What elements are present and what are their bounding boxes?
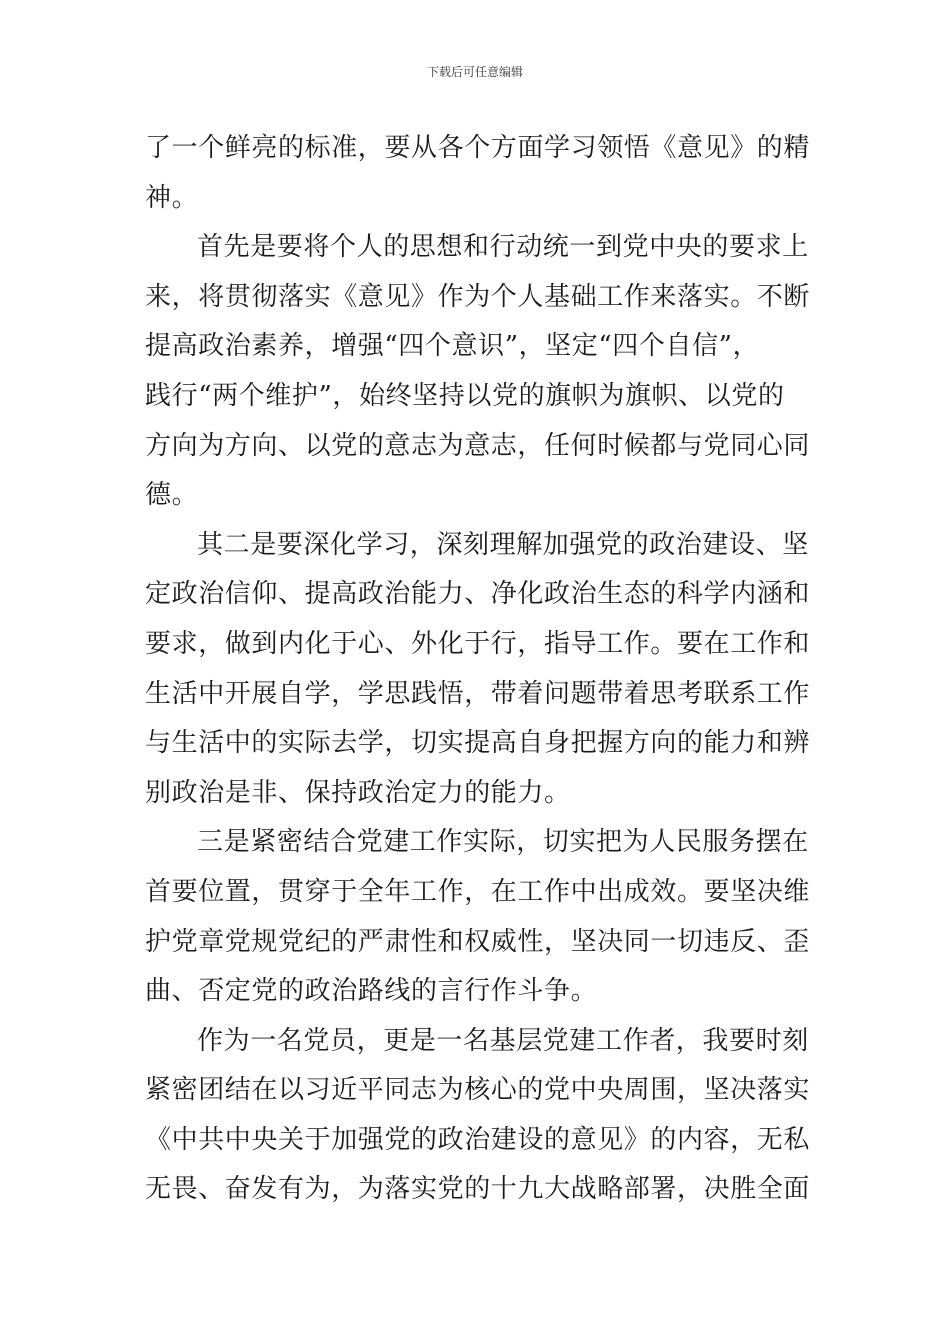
text-line: 无畏、奋发有为，为落实党的十九大战略部署，决胜全面 [145,1174,811,1205]
text-line: 德。 [145,480,199,511]
text-line: 来，将贯彻落实《意见》作为个人基础工作来落实。不断 [145,281,811,312]
text-line: 神。 [145,182,199,213]
text-line: 践行“两个维护”，始终坚持以党的旗帜为旗帜、以党的 [145,380,785,411]
text-line: 其二是要深化学习，深刻理解加强党的政治建设、坚 [197,529,809,560]
paragraph-second [145,521,815,819]
text-line: 曲、否定党的政治路线的言行作斗争。 [145,976,598,1007]
text-line: 首先是要将个人的思想和行动统一到党中央的要求上 [197,232,809,263]
text-line: 别政治是非、保持政治定力的能力。 [145,777,571,808]
paragraph-fourth [145,1017,815,1215]
text-line: 定政治信仰、提高政治能力、净化政治生态的科学内涵和 [145,579,811,610]
text-line: 了一个鲜亮的标准，要从各个方面学习领悟《意见》的精 [145,133,811,163]
text-line: 护党章党规党纪的严肃性和权威性，坚决同一切违反、歪 [145,926,811,957]
text-line: 首要位置，贯穿于全年工作，在工作中出成效。要坚决维 [145,876,811,907]
text-line: 生活中开展自学，学思践悟，带着问题带着思考联系工作 [145,678,811,709]
text-line: 提高政治素养，增强“四个意识”，坚定“四个自信”， [145,331,760,362]
page-header: 下载后可任意编辑 [426,65,523,79]
text-line: 要求，做到内化于心、外化于行，指导工作。要在工作和 [145,628,811,659]
paragraph-first [145,223,815,521]
text-line: 《中共中央关于加强党的政治建设的意见》的内容，无私 [145,1124,811,1155]
text-line: 紧密团结在以习近平同志为核心的党中央周围，坚决落实 [145,1075,811,1106]
text-line: 与生活中的实际去学，切实提高自身把握方向的能力和辨 [145,728,811,759]
document-body [145,124,815,1215]
text-line: 方向为方向、以党的意志为意志，任何时候都与党同心同 [145,430,811,461]
text-line: 作为一名党员，更是一名基层党建工作者，我要时刻 [197,1025,809,1056]
paragraph-continuation [145,124,815,223]
text-line: 三是紧密结合党建工作实际，切实把为人民服务摆在 [197,827,809,858]
paragraph-third [145,818,815,1016]
